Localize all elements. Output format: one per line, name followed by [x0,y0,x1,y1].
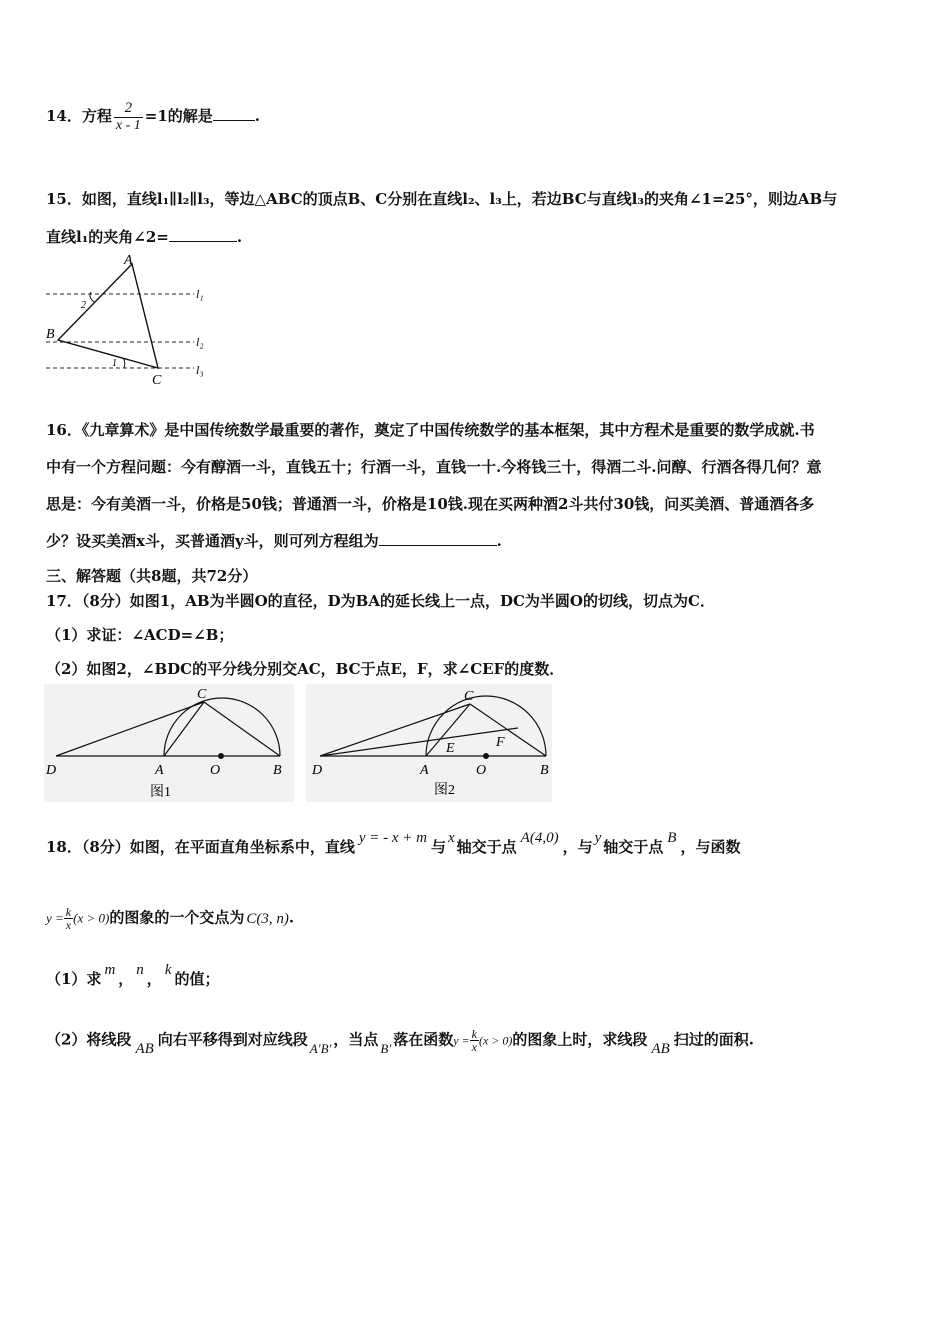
q18-t3: 轴交于点 [456,838,517,856]
fig2-caption: 图2 [434,783,455,798]
fig2-label-C: C [464,689,474,704]
label-B: B [46,327,55,342]
q18-p1-n: n [136,962,144,978]
q16-line3: 思是：今有美酒一斗，价格是50钱；普通酒一斗，价格是10钱.现在买两种酒2斗共付30钱，问买美酒、普通酒各多 [46,495,815,513]
q18-f-den: x [65,918,72,932]
q16-answer-blank[interactable] [379,545,497,546]
q18-p2-fraction [470,1028,479,1053]
q18-t2: 与 [430,838,446,856]
fig1-caption: 图1 [150,785,171,800]
q16-end: . [496,532,502,550]
q17-part2: （2）如图2，∠BDC的平分线分别交AC，BC于点E，F，求∠CEF的度数． [46,660,565,678]
q16-line4 [46,530,502,551]
q18-p2-t4: 的图象上时，求线段 [512,1030,648,1049]
q18-p1-comma2: ， [146,970,162,988]
q15-line2 [46,226,242,247]
q16-line1: 16．《九章算术》是中国传统数学最重要的著作，奠定了中国传统数学的基本框架，其中方程术是重要的数学成就.书 [46,421,815,439]
q18-f-num: k [65,905,72,919]
angle-1-arc [123,358,125,368]
q18-p2-fcond: (x > 0) [478,1033,513,1048]
q14-end: . [254,107,261,125]
label-angle1: 1 [112,358,117,369]
q18-m2: x [447,830,455,846]
q14-frac-num: 2 [114,100,143,118]
q18-p1-m: m [104,962,116,978]
q18-p1-post: 的值； [174,970,220,988]
fig1-label-D: D [46,763,57,778]
fig2-label-D: D [312,763,323,778]
fig2-label-E: E [446,741,455,756]
q18-p2-t1: 向右平移得到对应线段 [157,1030,308,1049]
fig1-label-B: B [273,763,282,778]
fig2-label-F: F [496,735,505,750]
q17-line1: 17．（8分）如图1，AB为半圆O的直径，D为BA的延长线上一点，DC为半圆O的切线，切点为C． [46,592,715,610]
q18-p2-ab3: AB [651,1040,670,1057]
fig1-center-point [218,753,224,759]
q16-line4-text: 少？设买美酒x斗，买普通酒y斗，则可列方程组为 [46,532,379,550]
q18-t6: ，与函数 [680,838,741,856]
q18-p2-ab: AB [135,1040,154,1057]
label-l3: l₃ [196,363,204,377]
q18-fraction [64,906,73,931]
q18-p2-fy: y = [453,1033,470,1048]
q18-m6: C(3, n) [246,910,289,927]
fig1-label-C: C [197,687,207,702]
q17-figure2 [306,684,554,804]
triangle-abc [58,264,158,368]
q18-p2-fden: x [471,1040,477,1054]
q18-p2-t5: 扫过的面积. [673,1030,754,1049]
label-A: A [124,253,133,268]
q15-line2-text: 直线l₁的夹角∠2= [46,228,169,246]
q16-line2: 中有一个方程问题：今有醇酒一斗，直钱五十；行酒一斗，直钱一十.今将钱三十，得酒二斗.问醇、行酒各得几何？意 [46,458,822,476]
q15-figure [44,252,214,392]
label-l1: l₁ [196,287,204,301]
fig2-center-point [483,753,489,759]
q14-answer-blank[interactable] [213,120,255,121]
q15-answer-blank[interactable] [169,241,237,242]
q18-t1: 18．（8分）如图，在平面直角坐标系中，直线 [46,838,355,856]
q14-fraction [114,100,143,134]
q18-p2-b: B′ [380,1040,392,1056]
q14-text: 14．方程 [46,107,112,125]
q17-figure1 [44,684,294,804]
q14 [46,100,260,134]
q18-p1-comma1: ， [118,970,134,988]
q18-line1 [46,830,741,857]
q18-t8: . [288,908,295,927]
q18-p2-t3: 落在函数 [393,1030,454,1049]
label-C: C [152,373,162,388]
q14-text-post: =1的解是 [144,107,213,125]
q18-part2 [46,1027,754,1057]
q18-p1-pre: （1）求 [46,970,102,988]
q18-p2-pre: （2）将线段 [46,1030,132,1049]
q18-f-y: y = [46,910,64,926]
q18-line2 [46,906,294,931]
q18-t4: ，与 [562,838,593,856]
q18-f-cond: (x > 0) [73,910,110,926]
q18-p2-ab2: A′B′ [309,1040,332,1056]
fig1-label-A: A [155,763,164,778]
label-angle2: 2 [81,300,86,311]
q18-t7: 的图象的一个交点为 [109,908,245,927]
fig1-label-O: O [210,763,221,778]
q18-m3: A(4,0) [520,830,559,846]
q18-part1 [46,962,220,989]
fig2-label-O: O [476,763,487,778]
q18-m1: y = - x + m [358,830,427,846]
q18-p2-fnum: k [471,1027,477,1041]
q17-part1: （1）求证：∠ACD=∠B； [46,626,234,644]
q18-m5: B [667,830,677,846]
q18-t5: 轴交于点 [603,838,664,856]
q15-line1: 15．如图，直线l₁∥l₂∥l₃，等边△ABC的顶点B、C分别在直线l₂、l₃上，若边BC与直线l₃的夹角∠1=25°，则边AB与 [46,190,838,208]
fig2-label-A: A [420,763,429,778]
section-heading: 三、解答题（共8题，共72分） [46,567,258,585]
q18-p1-k: k [164,962,172,978]
q18-m4: y [594,830,602,846]
fig2-background [306,684,552,802]
q15-end: . [236,228,243,246]
fig2-label-B: B [540,763,549,778]
q14-frac-den: x - 1 [115,118,141,133]
q18-p2-t2: ，当点 [333,1030,379,1049]
label-l2: l₂ [196,335,204,349]
